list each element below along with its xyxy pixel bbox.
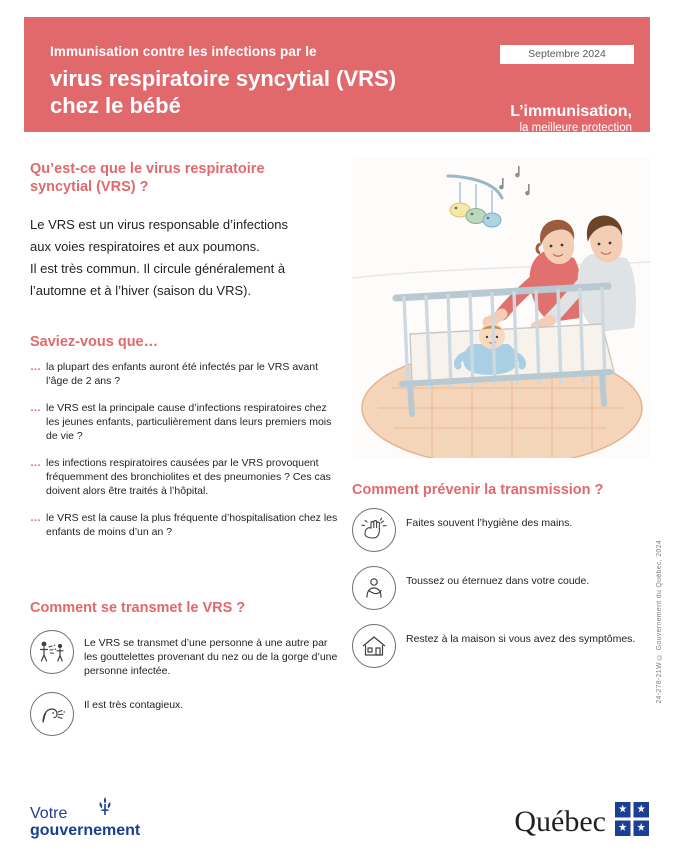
section-heading-transmission: Comment se transmet le VRS ?	[30, 600, 246, 616]
list-item	[30, 630, 340, 678]
what-is-heading-line1: Qu’est-ce que le virus respiratoire	[30, 161, 265, 177]
list-item	[352, 566, 642, 610]
list-item	[30, 401, 340, 443]
did-you-know-list	[30, 360, 340, 552]
quebec-flag-icon	[615, 802, 649, 841]
parents-with-baby-in-crib-illustration	[352, 158, 650, 458]
list-item-text: Restez à la maison si vous avez des symptômes.	[406, 633, 636, 645]
slogan-line1: L’immunisation,	[510, 103, 632, 120]
transmission-list	[30, 630, 340, 750]
handwashing-icon	[352, 508, 396, 552]
bullet-dots: …	[30, 512, 42, 524]
cough-into-elbow-icon	[352, 566, 396, 610]
what-is-paragraph	[30, 214, 345, 302]
list-item-text: le VRS est la principale cause d’infections respiratoires chez les jeunes enfants, particulièrement dans leurs premiers mois de vie ?	[46, 402, 332, 442]
votre-gouvernement-logo	[30, 805, 140, 839]
bullet-dots: …	[30, 402, 42, 414]
list-item-text: la plupart des enfants auront été infectés par le VRS avant l’âge de 2 ans ?	[46, 361, 319, 387]
list-item	[30, 360, 340, 388]
header-slogan	[510, 103, 632, 135]
people-droplets-icon	[30, 630, 74, 674]
page-title-line1: virus respiratoire syncytial (VRS)	[50, 66, 397, 91]
section-heading-what-is-rsv	[30, 160, 330, 196]
list-item	[30, 692, 340, 736]
what-is-paragraph-line2: aux voies respiratoires et aux poumons.	[30, 239, 260, 254]
what-is-paragraph-line1: Le VRS est un virus responsable d’infections	[30, 217, 288, 232]
list-item	[352, 508, 642, 552]
header-kicker: Immunisation contre les infections par le	[50, 44, 317, 59]
document-header	[24, 17, 650, 132]
fleur-de-lis-icon	[97, 797, 113, 822]
slogan-line2: la meilleure protection	[519, 122, 632, 134]
coughing-person-icon	[30, 692, 74, 736]
quebec-logo	[514, 802, 649, 841]
bullet-dots: …	[30, 457, 42, 469]
list-item	[30, 456, 340, 498]
page-title	[50, 65, 520, 119]
list-item-text: Le VRS se transmet d’une personne à une autre par les gouttelettes provenant du nez ou de la gorge d’une personne infectée.	[84, 637, 338, 677]
what-is-paragraph-line3: Il est très commun. Il circule généralement à	[30, 261, 286, 276]
what-is-heading-line2: syncytial (VRS) ?	[30, 179, 149, 195]
publication-date-badge: Septembre 2024	[500, 45, 634, 64]
list-item-text: Toussez ou éternuez dans votre coude.	[406, 575, 590, 587]
stay-home-house-icon	[352, 624, 396, 668]
list-item-text: Faites souvent l’hygiène des mains.	[406, 517, 573, 529]
list-item	[352, 624, 642, 668]
document-footer	[0, 773, 673, 863]
prevention-list	[352, 508, 642, 682]
votre-gouvernement-line2: gouvernement	[30, 822, 141, 839]
list-item-text: le VRS est la cause la plus fréquente d’hospitalisation chez les enfants de moins d’un an ?	[46, 512, 338, 538]
votre-gouvernement-line1: Votre	[30, 805, 68, 822]
what-is-paragraph-line4: l’automne et à l’hiver (saison du VRS).	[30, 283, 252, 298]
bullet-dots: …	[30, 361, 42, 373]
publication-code-note: 24-278-21W © Gouvernement du Québec, 2024	[656, 540, 663, 704]
list-item-text: Il est très contagieux.	[84, 699, 184, 711]
section-heading-prevention: Comment prévenir la transmission ?	[352, 482, 604, 498]
quebec-wordmark: Québec	[514, 804, 606, 838]
page-title-line2: chez le bébé	[50, 93, 181, 118]
list-item	[30, 511, 340, 539]
section-heading-did-you-know: Saviez-vous que…	[30, 334, 159, 350]
list-item-text: les infections respiratoires causées par le VRS provoquent fréquemment des bronchiolites et des pneumonies ? Ces cas doivent alors être traités à l’hôpital.	[46, 457, 331, 497]
